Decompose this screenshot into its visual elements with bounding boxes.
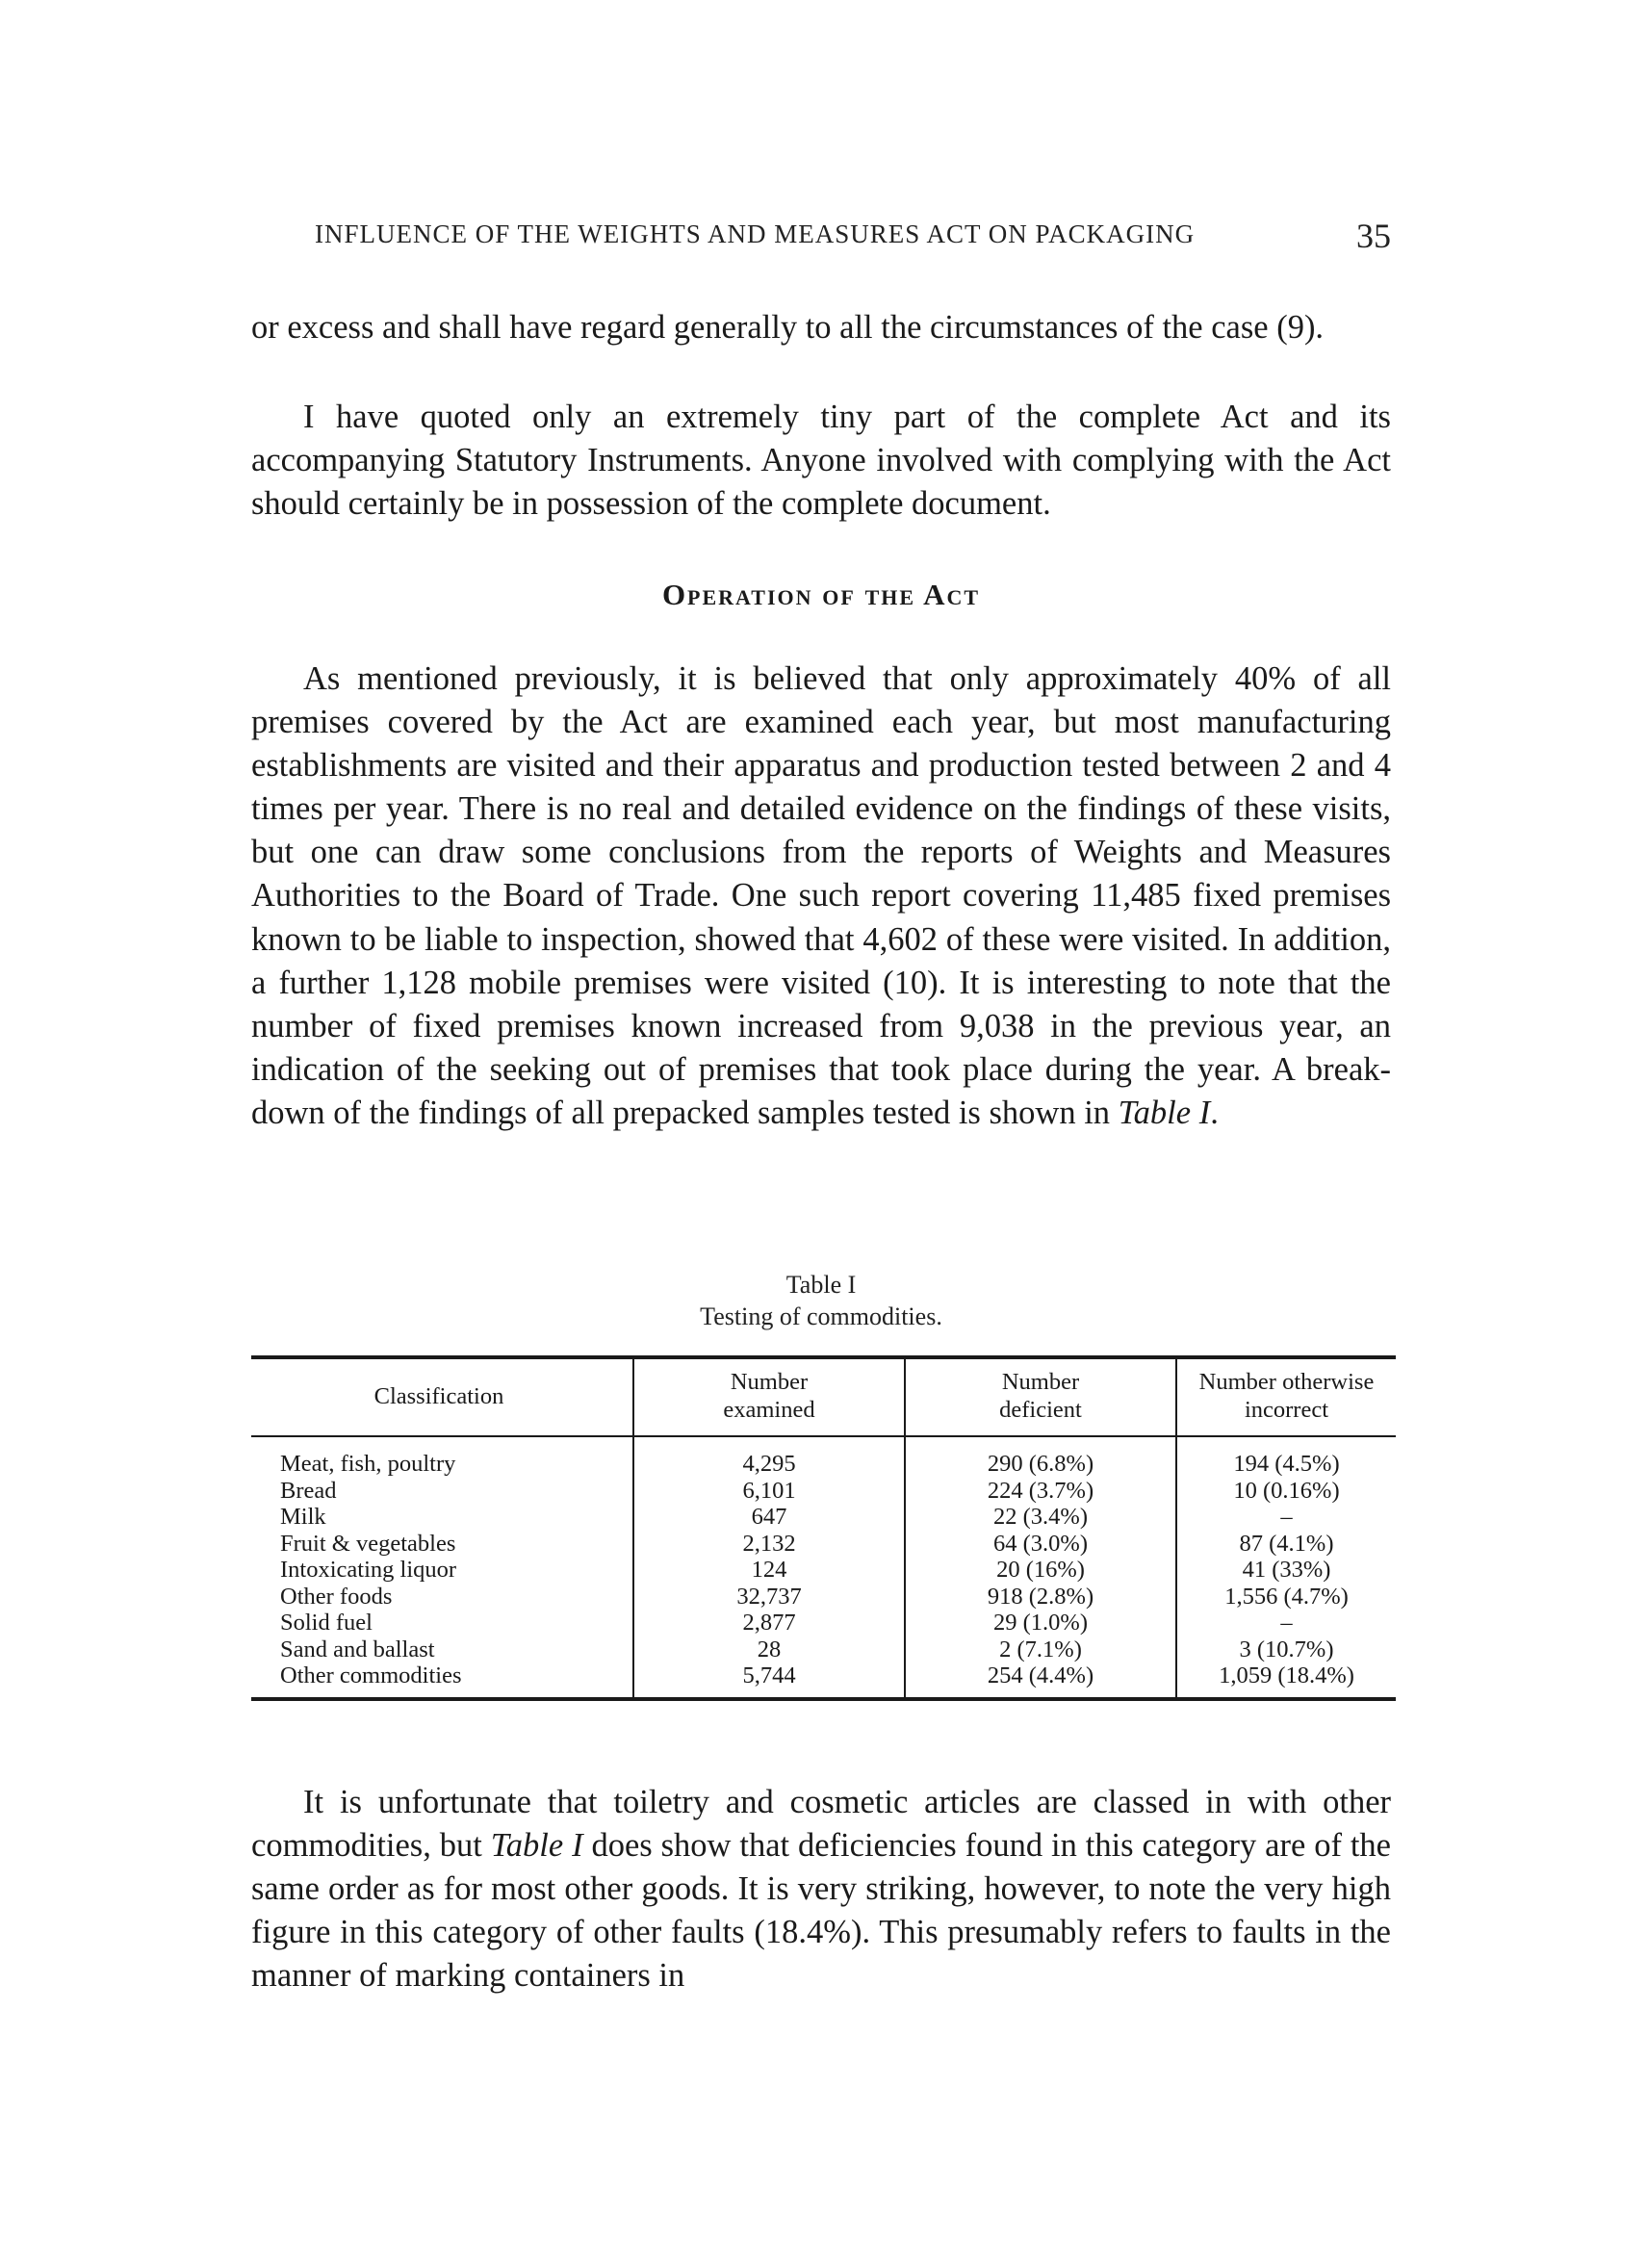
cell-classification: Fruit & vegetables: [280, 1530, 456, 1557]
cell-deficient: 290 (6.8%): [905, 1436, 1176, 1478]
table-reference: Table I: [490, 1827, 583, 1864]
header-examined-line2: examined: [723, 1397, 815, 1423]
paragraph-toiletry-text-a: It is unfortunate that toiletry and cosmetic articles are classed in with other commodities, but: [251, 1784, 1391, 1864]
header-deficient-line2: deficient: [999, 1397, 1082, 1423]
header-examined-line1: Number: [730, 1369, 809, 1395]
cell-examined: 6,101: [633, 1478, 905, 1505]
cell-classification: Bread: [280, 1477, 337, 1504]
table-row: [251, 1531, 1396, 1558]
cell-deficient: 29 (1.0%): [905, 1610, 1176, 1637]
section-heading: Operation of the Act: [661, 578, 981, 611]
table-row: [251, 1557, 1396, 1584]
cell-classification: Other commodities: [280, 1662, 462, 1688]
header-deficient: [905, 1357, 1176, 1436]
table-caption-title: Testing of commodities.: [700, 1302, 942, 1330]
paragraph-operation: [251, 657, 1391, 1135]
cell-otherwise: 10 (0.16%): [1176, 1478, 1396, 1505]
cell-deficient: 918 (2.8%): [905, 1584, 1176, 1611]
cell-otherwise: –: [1176, 1504, 1396, 1531]
cell-otherwise: 1,556 (4.7%): [1176, 1584, 1396, 1611]
header-examined: [633, 1357, 905, 1436]
cell-deficient: 224 (3.7%): [905, 1478, 1176, 1505]
cell-examined: 2,877: [633, 1610, 905, 1637]
paragraph-toiletry: [251, 1781, 1391, 1997]
table-header-row: [251, 1357, 1396, 1436]
paragraph-act-quote-note: I have quoted only an extremely tiny part of the complete Act and its accompanying Statutory Instruments. Anyone involved with complying with the Act should certainly be in possession of the complete document.: [251, 399, 1391, 522]
header-otherwise-line1: Number otherwise: [1198, 1369, 1375, 1395]
table-row: [251, 1662, 1396, 1699]
cell-examined: 5,744: [633, 1662, 905, 1699]
cell-deficient: 20 (16%): [905, 1557, 1176, 1584]
table-caption: [251, 1269, 1391, 1332]
cell-deficient: 254 (4.4%): [905, 1662, 1176, 1699]
table-row: [251, 1478, 1396, 1505]
cell-classification: Sand and ballast: [280, 1636, 435, 1662]
header-classification: Classification: [373, 1382, 504, 1409]
table-row: [251, 1637, 1396, 1663]
table-row: [251, 1584, 1396, 1611]
cell-otherwise: –: [1176, 1610, 1396, 1637]
cell-examined: 2,132: [633, 1531, 905, 1558]
cell-examined: 647: [633, 1504, 905, 1531]
cell-examined: 124: [633, 1557, 905, 1584]
table-row: [251, 1436, 1396, 1478]
table-caption-number: Table I: [785, 1271, 857, 1299]
header-otherwise-line2: incorrect: [1244, 1397, 1329, 1423]
paragraph-continued: or excess and shall have regard generally to all the circumstances of the case (9).: [251, 309, 1325, 346]
cell-examined: 32,737: [633, 1584, 905, 1611]
header-deficient-line1: Number: [1001, 1369, 1080, 1395]
cell-classification: Intoxicating liquor: [280, 1557, 457, 1583]
table-row: [251, 1504, 1396, 1531]
cell-classification: Meat, fish, poultry: [280, 1451, 456, 1477]
paragraph-operation-end: .: [1210, 1094, 1219, 1131]
cell-examined: 28: [633, 1637, 905, 1663]
cell-deficient: 22 (3.4%): [905, 1504, 1176, 1531]
running-head-title: INFLUENCE OF THE WEIGHTS AND MEASURES ACT ON PACKAGING: [315, 219, 1196, 248]
table-row: [251, 1610, 1396, 1637]
cell-otherwise: 194 (4.5%): [1176, 1436, 1396, 1478]
running-head: [315, 217, 1391, 255]
header-otherwise: [1176, 1357, 1396, 1436]
cell-otherwise: 41 (33%): [1176, 1557, 1396, 1584]
commodities-table: [251, 1355, 1396, 1701]
cell-classification: Other foods: [280, 1583, 393, 1610]
cell-otherwise: 87 (4.1%): [1176, 1531, 1396, 1558]
paragraph-operation-text: As mentioned previously, it is believed that only approximately 40% of all premises covered by the Act are examined each year, but most manufacturing establishments are visited and their apparatus and production tested between 2 and 4 times per year. There is no real and detailed evidence on the findings of these visits, but one can draw some conclusions from the reports of Weights and Measures Authorities to the Board of Trade. One such report covering 11,485 fixed premises known to be liable to inspection, showed that 4,602 of these were visited. In addition, a further 1,128 mobile premises were visited (10). It is interesting to note that the number of fixed premises known increased from 9,038 in the previous year, an indication of the seeking out of premises that took place during the year. A break-down of the findings of all prepacked samples tested is shown in: [251, 660, 1391, 1131]
cell-classification: Milk: [280, 1504, 326, 1530]
cell-examined: 4,295: [633, 1436, 905, 1478]
page-number: 35: [1356, 217, 1391, 255]
cell-otherwise: 1,059 (18.4%): [1176, 1662, 1396, 1699]
table-reference: Table I: [1118, 1094, 1211, 1131]
cell-deficient: 2 (7.1%): [905, 1637, 1176, 1663]
cell-classification: Solid fuel: [280, 1610, 373, 1636]
cell-deficient: 64 (3.0%): [905, 1531, 1176, 1558]
cell-otherwise: 3 (10.7%): [1176, 1637, 1396, 1663]
paragraph-toiletry-text-b: does show that deficiencies found in this category are of the same order as for most other goods. It is very striking, however, to note the very high figure in this category of other faults (18.4%). This presumably refers to faults in the manner of marking containers in: [251, 1827, 1391, 1994]
